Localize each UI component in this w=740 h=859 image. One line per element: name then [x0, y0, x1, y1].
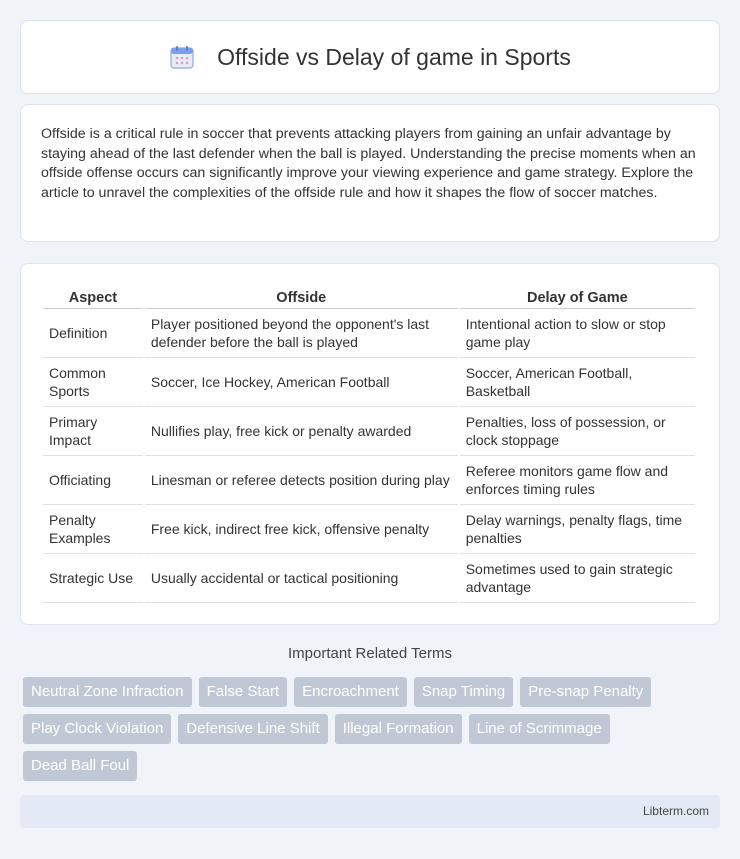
intro-card [20, 104, 720, 242]
table-row [43, 309, 695, 358]
cell-delay: Delay warnings, penalty flags, time penalties [460, 505, 695, 554]
table-row [43, 358, 695, 407]
cell-offside: Linesman or referee detects position during play [145, 456, 458, 505]
cell-aspect: Definition [43, 309, 143, 358]
term-tag[interactable]: Line of Scrimmage [469, 714, 610, 744]
cell-delay: Soccer, American Football, Basketball [460, 358, 695, 407]
header-card [20, 20, 720, 94]
comparison-table [41, 282, 697, 603]
cell-offside: Player positioned beyond the opponent's last defender before the ball is played [145, 309, 458, 358]
cell-offside: Nullifies play, free kick or penalty awarded [145, 407, 458, 456]
cell-aspect: Officiating [43, 456, 143, 505]
related-terms-title: Important Related Terms [288, 645, 452, 662]
term-tag[interactable]: Illegal Formation [335, 714, 462, 744]
calendar-icon [169, 44, 195, 70]
cell-offside: Soccer, Ice Hockey, American Football [145, 358, 458, 407]
term-tag[interactable]: Neutral Zone Infraction [23, 677, 192, 707]
footer [20, 795, 720, 828]
cell-aspect: Common Sports [43, 358, 143, 407]
cell-offside: Usually accidental or tactical positioning [145, 554, 458, 603]
footer-site-link[interactable]: Libterm.com [642, 804, 709, 818]
cell-delay: Sometimes used to gain strategic advantage [460, 554, 695, 603]
term-tag[interactable]: Snap Timing [414, 677, 513, 707]
table-row [43, 554, 695, 603]
table-header-row [43, 282, 695, 309]
term-tag[interactable]: Dead Ball Foul [23, 751, 137, 781]
intro-text: Offside is a critical rule in soccer that prevents attacking players from gaining an unfair advantage by staying ahead of the last defender when the ball is played. Understanding the precise moments when an offside offense occurs can significantly improve your viewing experience and game strategy. Explore the article to unravel the complexities of the offside rule and how it shapes the flow of soccer matches. [41, 126, 696, 201]
header-offside: Offside [145, 282, 458, 309]
term-tag[interactable]: Defensive Line Shift [178, 714, 327, 744]
table-row [43, 407, 695, 456]
term-tag[interactable]: Play Clock Violation [23, 714, 171, 744]
comparison-table-card [20, 263, 720, 625]
term-tag[interactable]: Encroachment [294, 677, 407, 707]
header-aspect: Aspect [43, 282, 143, 309]
related-terms-list [23, 677, 723, 781]
cell-offside: Free kick, indirect free kick, offensive penalty [145, 505, 458, 554]
cell-aspect: Penalty Examples [43, 505, 143, 554]
cell-aspect: Primary Impact [43, 407, 143, 456]
cell-delay: Referee monitors game flow and enforces timing rules [460, 456, 695, 505]
term-tag[interactable]: False Start [199, 677, 288, 707]
term-tag[interactable]: Pre-snap Penalty [520, 677, 651, 707]
table-row [43, 456, 695, 505]
page-title: Offside vs Delay of game in Sports [217, 43, 571, 70]
header-delay-of-game: Delay of Game [460, 282, 695, 309]
cell-aspect: Strategic Use [43, 554, 143, 603]
table-row [43, 505, 695, 554]
cell-delay: Intentional action to slow or stop game play [460, 309, 695, 358]
cell-delay: Penalties, loss of possession, or clock stoppage [460, 407, 695, 456]
